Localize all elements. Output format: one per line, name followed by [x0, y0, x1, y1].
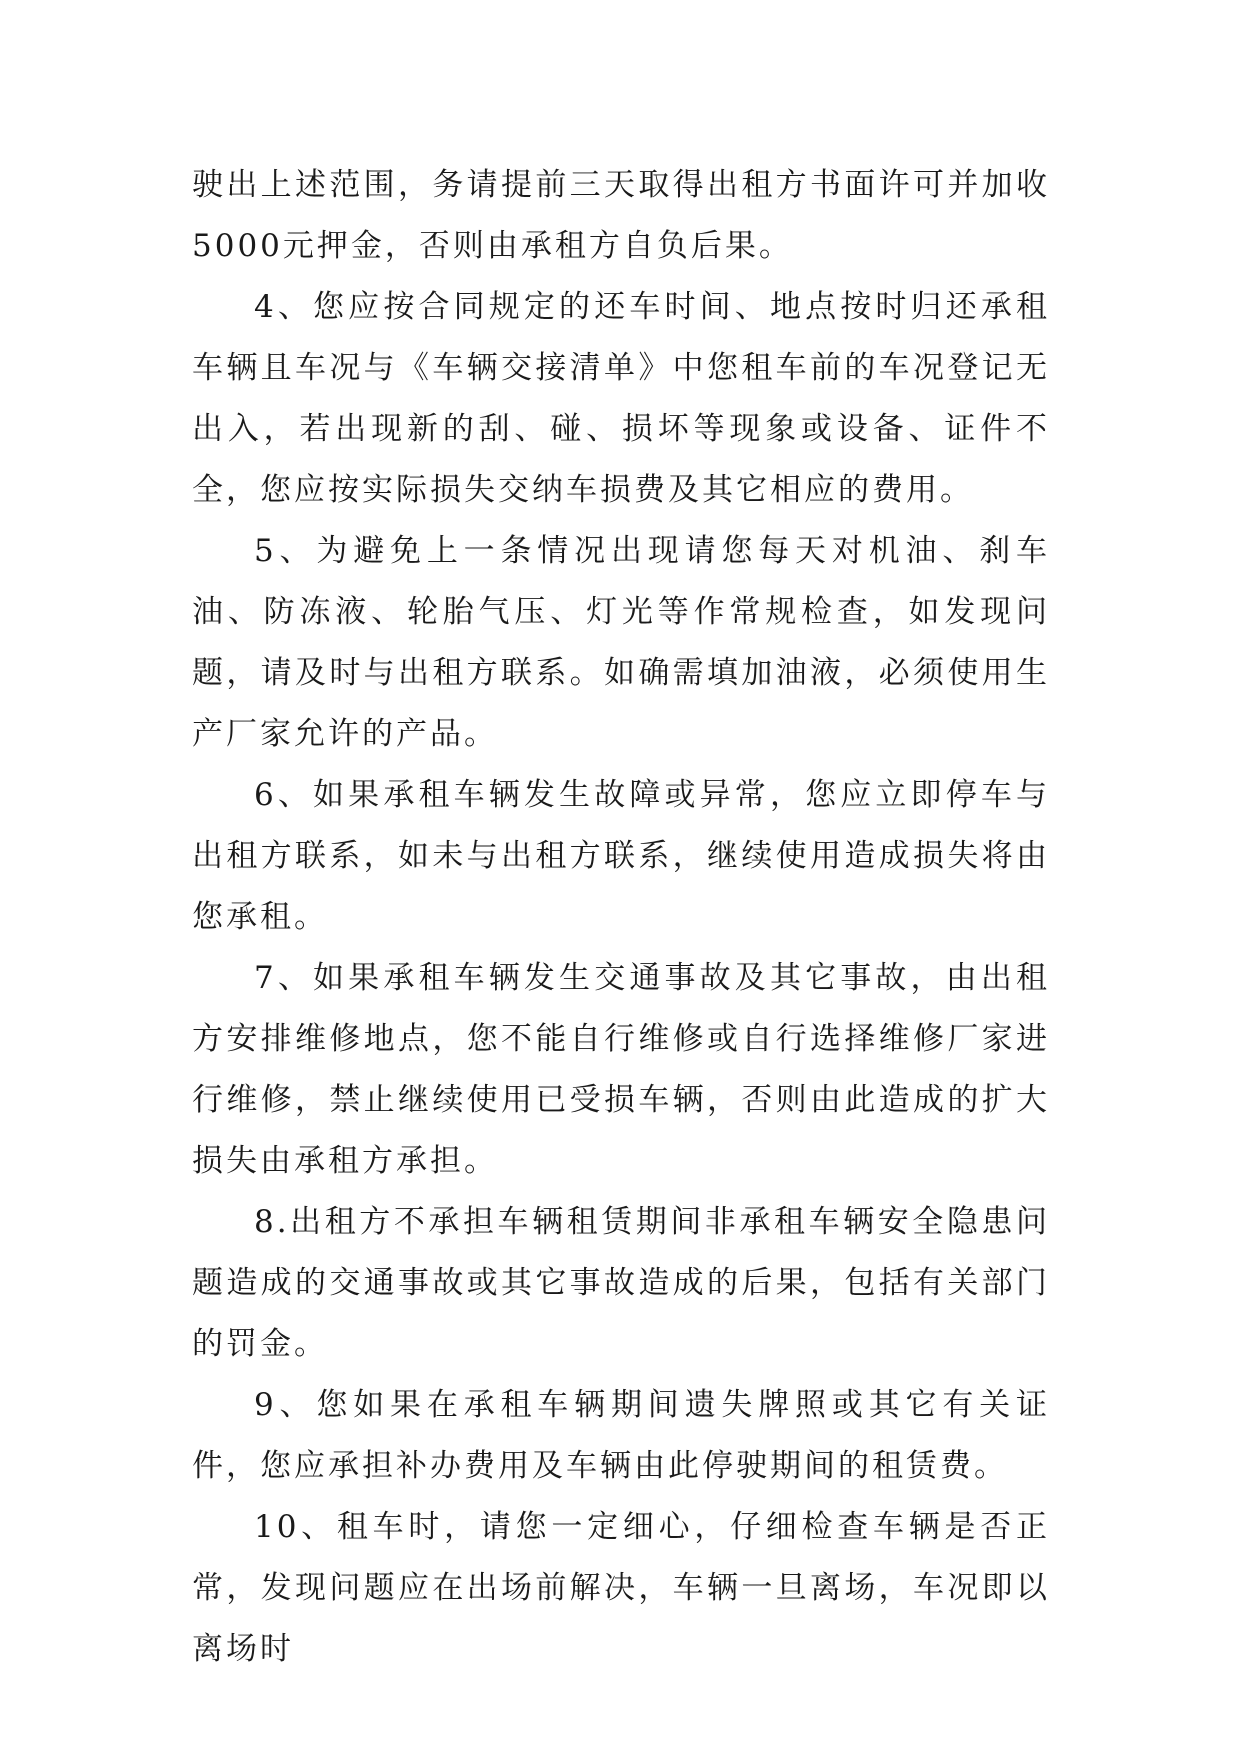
paragraph-clause-10: 10、租车时，请您一定细心，仔细检查车辆是否正常，发现问题应在出场前解决，车辆一旦离场，车况即以离场时: [192, 1509, 1050, 1667]
paragraph-clause-9: 9、您如果在承租车辆期间遗失牌照或其它有关证件，您应承担补办费用及车辆由此停驶期间的租赁费。: [192, 1387, 1050, 1484]
document-body: [192, 155, 1050, 1680]
paragraph-clause-7: 7、如果承租车辆发生交通事故及其它事故，由出租方安排维修地点，您不能自行维修或自行选择维修厂家进行维修，禁止继续使用已受损车辆，否则由此造成的扩大损失由承租方承担。: [192, 960, 1050, 1179]
paragraph-continuation: 驶出上述范围，务请提前三天取得出租方书面许可并加收5000元押金，否则由承租方自负后果。: [192, 167, 1050, 264]
paragraph-clause-6: 6、如果承租车辆发生故障或异常，您应立即停车与出租方联系，如未与出租方联系，继续使用造成损失将由您承租。: [192, 777, 1050, 935]
paragraph-clause-5: 5、为避免上一条情况出现请您每天对机油、刹车油、防冻液、轮胎气压、灯光等作常规检查，如发现问题，请及时与出租方联系。如确需填加油液，必须使用生产厂家允许的产品。: [192, 533, 1050, 752]
paragraph-clause-4: 4、您应按合同规定的还车时间、地点按时归还承租车辆且车况与《车辆交接清单》中您租车前的车况登记无出入，若出现新的刮、碰、损坏等现象或设备、证件不全，您应按实际损失交纳车损费及其它相应的费用。: [192, 289, 1050, 508]
paragraph-clause-8: 8.出租方不承担车辆租赁期间非承租车辆安全隐患问题造成的交通事故或其它事故造成的后果，包括有关部门的罚金。: [192, 1204, 1050, 1362]
